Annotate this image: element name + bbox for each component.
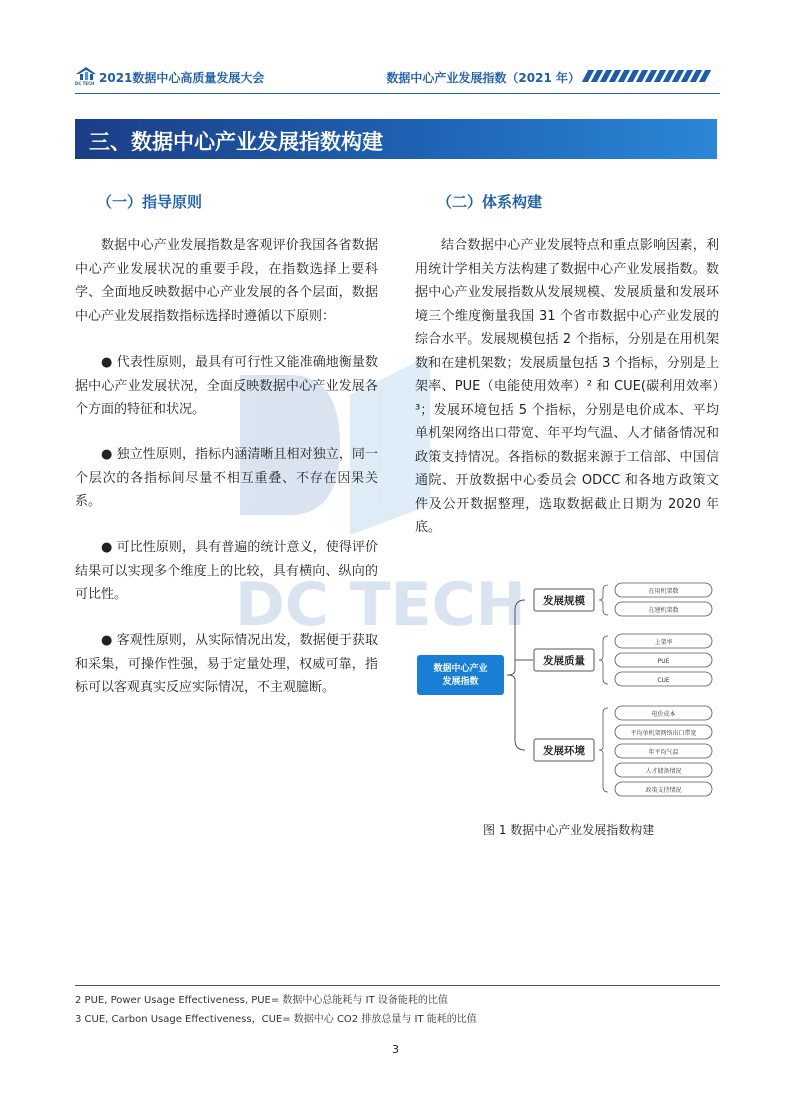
leaf-label: CUE bbox=[657, 677, 670, 684]
root-label-line1: 数据中心产业 bbox=[433, 664, 488, 674]
principle-comparability: ● 可比性原则，具有普遍的统计意义，使得评价结果可以实现多个维度上的比较，具有横向、纵向的可比性。 bbox=[75, 540, 378, 602]
principle-independence: ● 独立性原则，指标内涵清晰且相对独立，同一个层次的各指标间尽量不相互重叠、不存在因果关系。 bbox=[75, 447, 378, 509]
figure-caption: 图 1 数据中心产业发展指数构建 bbox=[483, 823, 655, 837]
principle-objectivity: ● 客观性原则，从实际情况出发，数据便于获取和采集，可操作性强，易于定量处理，权威可靠，指标可以客观真实反应实际情况，不主观臆断。 bbox=[75, 633, 378, 695]
leaf-label: 在建机架数 bbox=[648, 607, 679, 614]
leaf-label: 平均单机架网络出口带宽 bbox=[630, 730, 697, 737]
index-structure-diagram bbox=[415, 575, 725, 810]
page-header bbox=[75, 66, 720, 88]
section-title: 三、数据中心产业发展指数构建 bbox=[89, 130, 383, 154]
leaf-label: 年平均气温 bbox=[648, 749, 679, 756]
footnote-cue: 3 CUE, Carbon Usage Effectiveness，CUE= 数据中心 CO2 排放总量与 IT 能耗的比值 bbox=[75, 1014, 477, 1025]
footnote-divider bbox=[75, 985, 720, 986]
event-name: 2021数据中心高质量发展大会 bbox=[99, 71, 265, 85]
leaf-label: 在用机架数 bbox=[648, 588, 679, 595]
decorative-stripes bbox=[585, 70, 720, 82]
leaf-label: 人才储备情况 bbox=[645, 768, 682, 775]
root-label-line2: 发展指数 bbox=[442, 677, 479, 687]
group-label-scale: 发展规模 bbox=[543, 595, 585, 607]
footnote-pue: 2 PUE, Power Usage Effectiveness, PUE= 数据中心总能耗与 IT 设备能耗的比值 bbox=[75, 995, 448, 1006]
leaf-label: 政策支持情况 bbox=[645, 787, 682, 794]
section-banner bbox=[75, 119, 717, 159]
right-heading: （二）体系构建 bbox=[437, 193, 543, 211]
group-label-quality: 发展质量 bbox=[543, 655, 585, 667]
root-node bbox=[417, 655, 504, 695]
header-divider bbox=[75, 93, 720, 94]
leaf-label: 上架率 bbox=[654, 639, 673, 646]
left-intro-paragraph: 数据中心产业发展指数是客观评价我国各省数据中心产业发展状况的重要手段，在指数选择上要科学、全面地反映数据中心产业发展的各个层面，数据中心产业发展指数指标选择时遵循以下原则： bbox=[75, 238, 378, 324]
right-body-paragraph: 结合数据中心产业发展特点和重点影响因素，利用统计学相关方法构建了数据中心产业发展指数。数据中心产业发展指数从发展规模、发展质量和发展环境三个维度衡量我国 31 个省市数据中心产业发展的综合水平。发展规模包括 2 个指标，分别是在用机架数和在建机架数；发展质量包括 3 个指标，分别是上架率、PUE（电能使用效率）² 和 CUE(碳利用效率）³；发展环境包括 5 个指标，分别是电价成本、平均单机架网络出口带宽、年平均气温、人才储备情况和政策支持情况。各指标的数据来源于工信部、中国信通院、开放数据中心委员会 ODCC 和各地方政策文件及公开数据整理，选取数据截止日期为 2020 年底。 bbox=[415, 238, 719, 535]
document-title: 数据中心产业发展指数（2021 年） bbox=[386, 71, 580, 85]
leaf-label: 电价成本 bbox=[651, 711, 676, 718]
watermark-text: DC TECH bbox=[235, 570, 526, 640]
left-heading: （一）指导原则 bbox=[97, 193, 203, 211]
page-number: 3 bbox=[392, 1043, 399, 1056]
leaf-label: PUE bbox=[657, 658, 670, 665]
principle-representative: ● 代表性原则，最具有可行性又能准确地衡量数据中心产业发展状况，全面反映数据中心产业发展各个方面的特征和状况。 bbox=[75, 355, 378, 417]
group-label-environment: 发展环境 bbox=[543, 745, 585, 757]
logo-text: DC TECH bbox=[75, 81, 95, 86]
